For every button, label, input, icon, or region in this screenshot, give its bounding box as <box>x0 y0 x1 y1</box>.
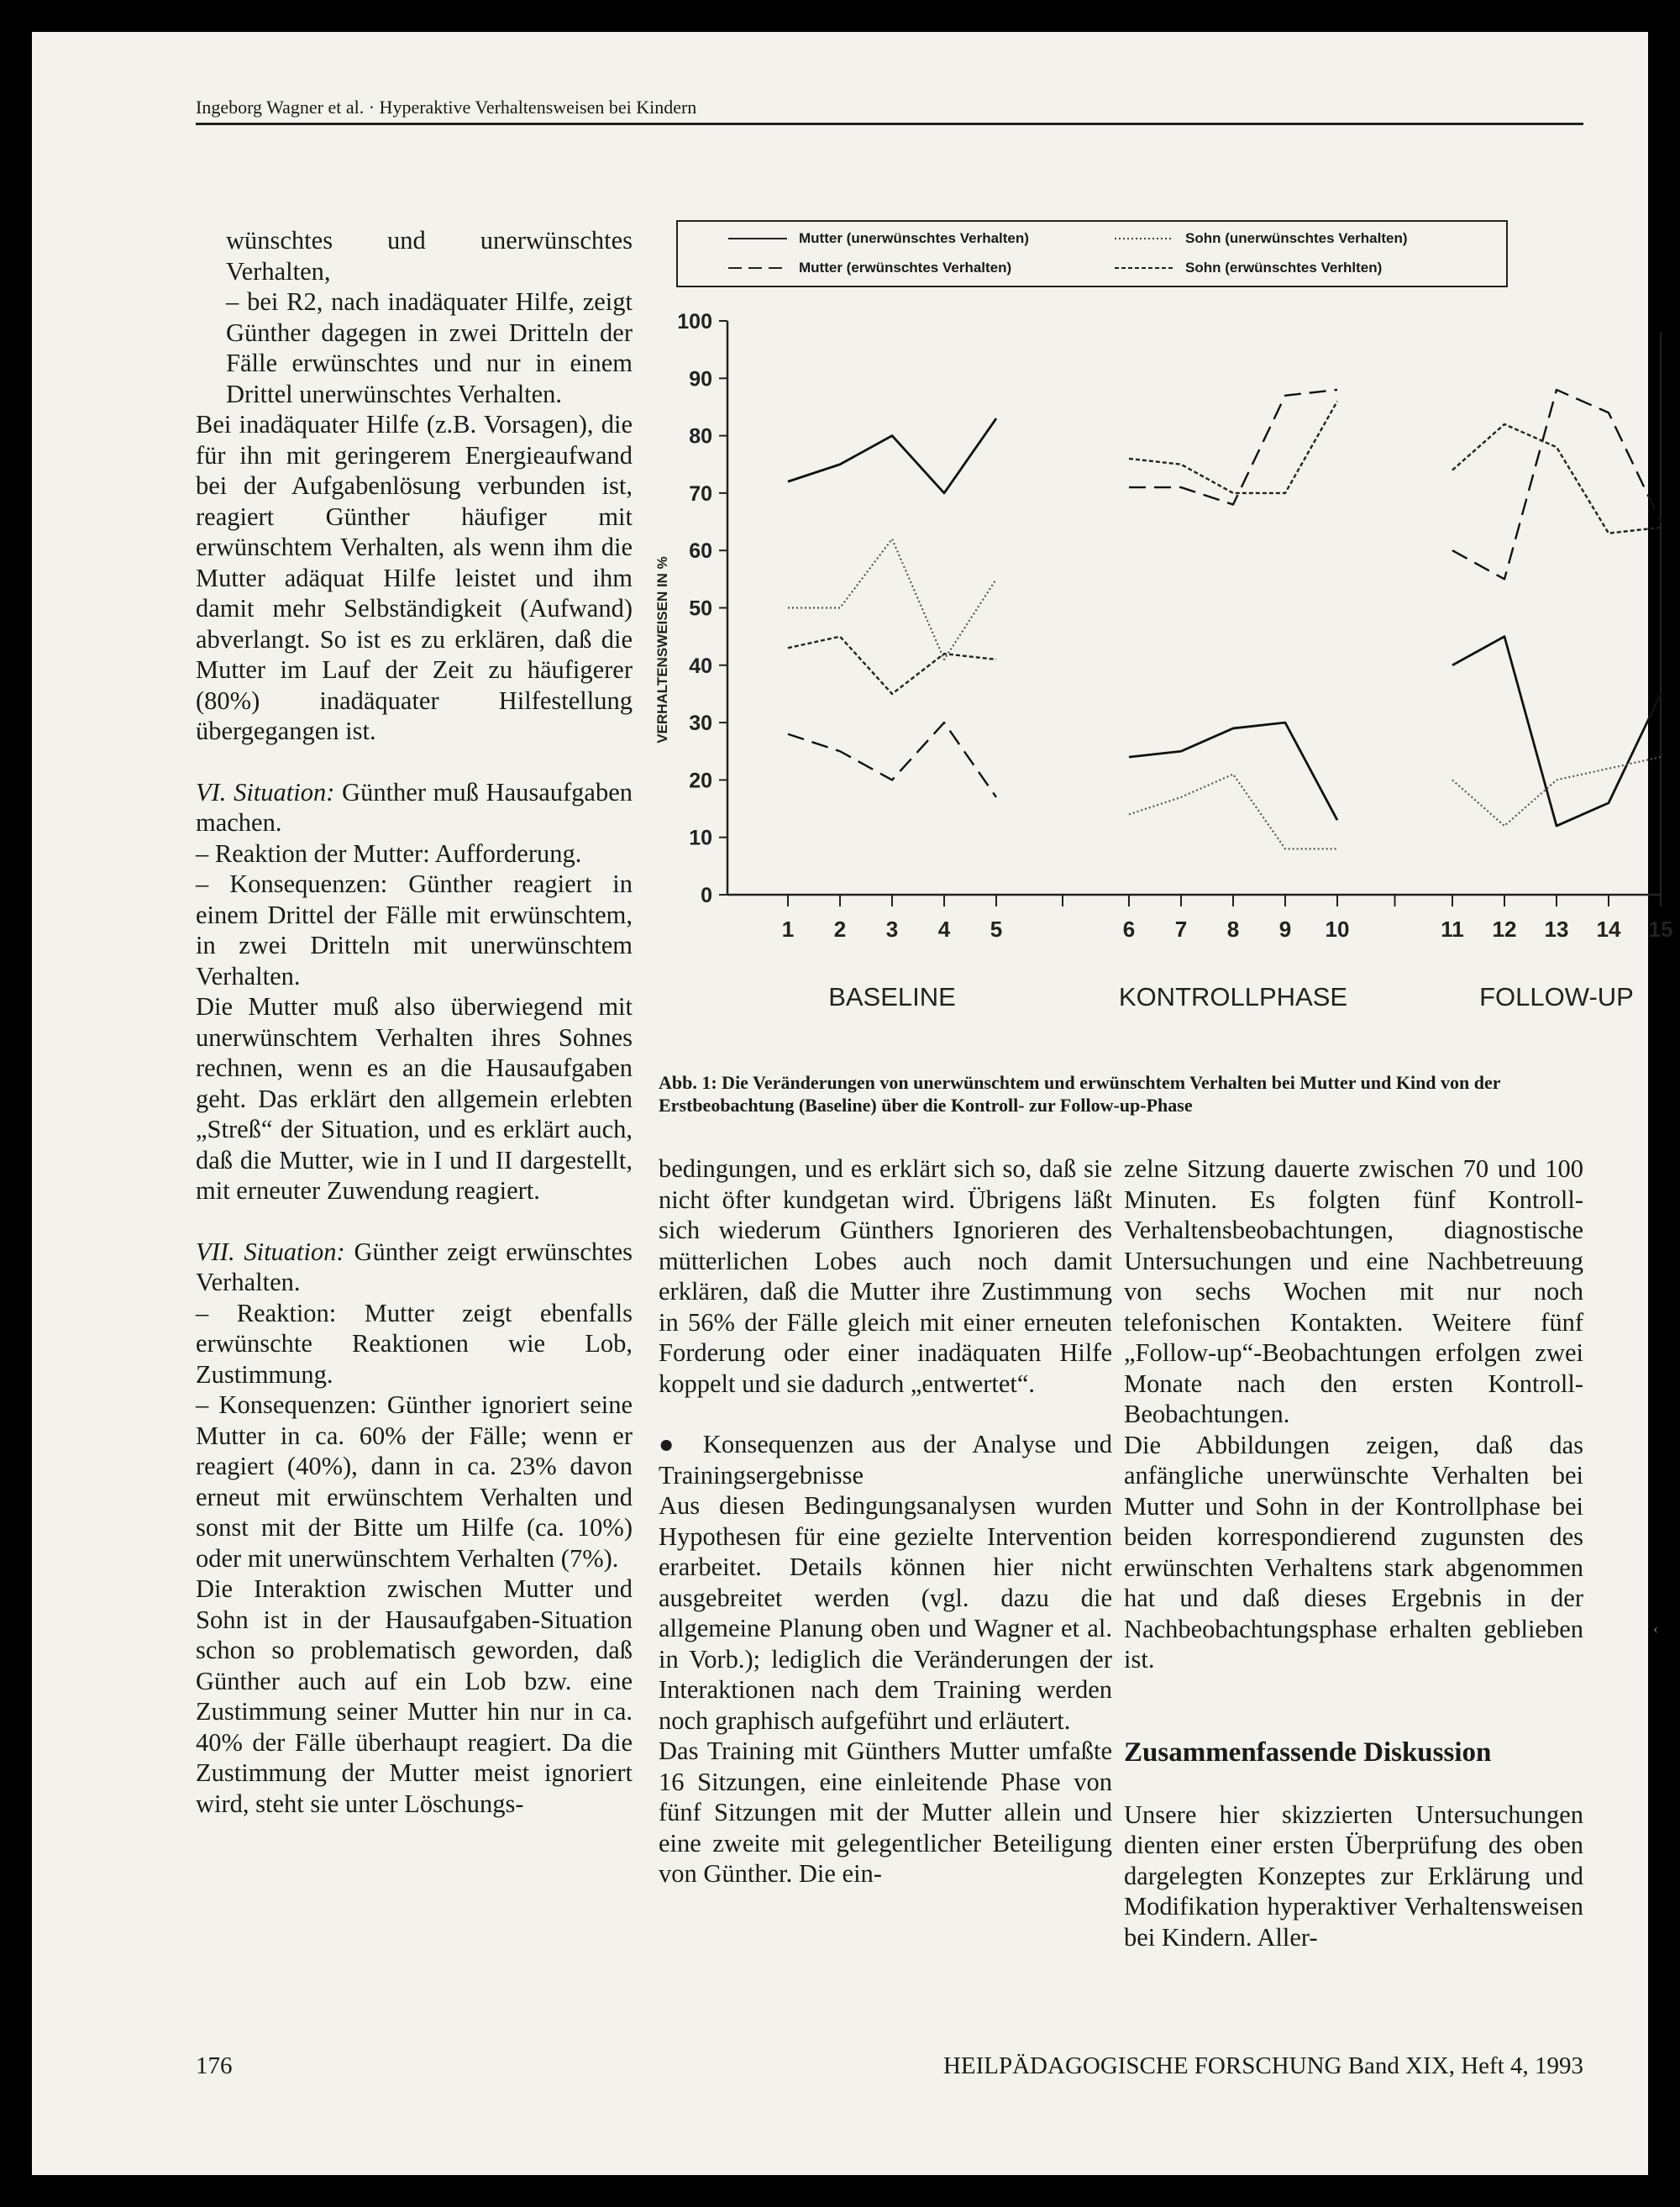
x-tick-label: 5 <box>990 917 1003 942</box>
x-tick-label: 4 <box>937 917 951 942</box>
margin-mark: ‹ <box>1653 1620 1658 1637</box>
section-heading: Zusammenfassende Diskussion <box>1124 1737 1492 1768</box>
situation-text: Günther muß Hausaufgaben machen. <box>196 777 633 837</box>
paragraph: Die Abbildungen zeigen, daß das anfängliche unerwünschte Verhalten bei Mutter und Sohn in der Kontrollphase bei beiden korrespondierend zugunsten des erwünschten Verhaltens stark abgenommen hat und daß dieses Ergebnis in der Nachbeobachtungsphase erhalten geblieben ist. <box>1124 1430 1583 1674</box>
x-tick-label: 1 <box>781 917 795 942</box>
paragraph: Aus diesen Bedingungsanalysen wurden Hypothesen für eine gezielte Intervention erarbeitet. Details können hier nicht ausgebreitet werden (vgl. dazu die allgemeine Planung oben und Wagner et al. in Vorb.); lediglich die Veränderungen der Interaktionen nach dem Training werden noch graphisch aufgeführt und erläutert. <box>659 1491 1112 1735</box>
x-tick-label: 2 <box>833 917 847 942</box>
running-header: Ingeborg Wagner et al. · Hyperaktive Verhaltensweisen bei Kindern <box>196 97 697 118</box>
y-tick-label: 90 <box>689 367 712 391</box>
list-item: – Konsequenzen: Günther ignoriert seine Mutter in ca. 60% der Fälle; wenn er reagiert (40%), dann in ca. 23% davon erneut mit erwünschtem Verhalten und sonst mit der Bitte um Hilfe (ca. 10%) oder mit unerwünschtem Verhalten (7%). <box>196 1390 633 1573</box>
header-rule <box>196 123 1583 125</box>
column-left <box>196 225 633 1819</box>
situation-seven <box>196 1237 633 1298</box>
x-tick-label: 15 <box>1648 917 1673 942</box>
situation-six <box>196 777 633 838</box>
series-line-dashed <box>1129 390 1337 505</box>
paragraph: Das Training mit Günthers Mutter umfaßte 16 Sitzungen, eine einleitende Phase von fünf Sitzungen mit der Mutter allein und eine zweite mit gelegentlicher Beteiligung von Günther. Die ein- <box>659 1737 1112 1888</box>
paragraph: bedingungen, und es erklärt sich so, daß sie nicht öfter kundgetan wird. Übrigens läßt sich wiederum Günthers Ignorieren des mütterlichen Lobes auch noch damit erklären, daß die Mutter ihre Zustimmung in 56% der Fälle gleich mit einer erneuten Forderung oder einer inadäquaten Hilfe koppelt und sie dadurch „entwertet“. <box>659 1154 1112 1398</box>
phase-label: FOLLOW-UP <box>1479 982 1634 1012</box>
series-line-dashed <box>788 723 996 797</box>
x-tick-label: 7 <box>1174 917 1188 942</box>
legend-label: Mutter (erwünschtes Verhalten) <box>799 260 1012 276</box>
paragraph: Unsere hier skizzierten Untersuchungen dienten einer ersten Überprüfung des oben dargelegten Konzeptes zur Erklärung und Modifikation hyperaktiver Verhaltensweisen bei Kindern. Aller- <box>1124 1800 1583 1952</box>
x-tick-label: 8 <box>1226 917 1240 942</box>
paragraph: zelne Sitzung dauerte zwischen 70 und 100 Minuten. Es folgten fünf Kontroll-Verhaltensbeobachtungen, diagnostische Untersuchungen und eine Nachbetreuung von sechs Wochen mit nur noch telefonischen Kontakten. Weitere fünf „Follow-up“-Beobachtungen erfolgen zwei Monate nach den ersten Kontroll-Beobachtungen. <box>1124 1154 1583 1428</box>
figure-caption: Abb. 1: Die Veränderungen von unerwünschtem und erwünschtem Verhalten bei Mutter und Kind von der Erstbeobachtung (Baseline) über die Kontroll- zur Follow-up-Phase <box>659 1072 1501 1116</box>
x-tick-label: 6 <box>1122 917 1136 942</box>
x-tick-label: 11 <box>1441 917 1464 942</box>
paragraph: wünschtes und unerwünschtes Verhalten, <box>226 226 633 286</box>
column-middle <box>659 1153 1112 1889</box>
y-tick-label: 50 <box>689 596 712 621</box>
section-subheading <box>659 1429 1112 1490</box>
situation-text: Günther zeigt erwünschtes Verhalten. <box>196 1237 633 1296</box>
series-line-finedash <box>1129 402 1337 493</box>
y-tick-label: 70 <box>689 481 712 506</box>
series-line-finedash <box>788 637 996 694</box>
legend-label: Sohn (erwünschtes Verhlten) <box>1185 260 1383 276</box>
series-line-dotted <box>1129 775 1337 849</box>
series-line-solid <box>788 418 996 493</box>
x-tick-label: 10 <box>1325 917 1350 942</box>
situation-label: VI. Situation: <box>196 777 335 807</box>
x-tick-label: 12 <box>1492 917 1517 942</box>
y-tick-label: 20 <box>689 769 712 793</box>
x-tick-label: 14 <box>1596 917 1621 942</box>
paragraph: Die Interaktion zwischen Mutter und Sohn ist in der Hausaufgaben-Situation schon so problematisch geworden, daß Günther auch auf ein Lob bzw. eine Zustimmung seiner Mutter hin nur in ca. 40% der Fälle überhaupt reagiert. Da die Zustimmung der Mutter meist ignoriert wird, steht sie unter Löschungs- <box>196 1574 633 1818</box>
y-tick-label: 0 <box>701 884 712 907</box>
line-chart <box>627 214 1673 1021</box>
bullet-icon: ● <box>659 1430 685 1458</box>
column-right <box>1124 1153 1583 1952</box>
page-number: 176 <box>196 2052 233 2079</box>
y-tick-label: 100 <box>677 310 712 334</box>
situation-label: VII. Situation: <box>196 1237 345 1266</box>
list-item: – Reaktion der Mutter: Aufforderung. <box>196 838 582 868</box>
phase-label: KONTROLLPHASE <box>1118 982 1348 1012</box>
journal-info: HEILPÄDAGOGISCHE FORSCHUNG Band XIX, Heft 4, 1993 <box>942 2052 1583 2079</box>
list-item: – Konsequenzen: Günther reagiert in einem Drittel der Fälle mit erwünschtem, in zwei Dritteln mit unerwünschtem Verhalten. <box>196 870 633 991</box>
paragraph: Bei inadäquater Hilfe (z.B. Vorsagen), die für ihn mit geringerem Energieaufwand bei der Aufgabenlösung verbunden ist, reagiert Günther häufiger mit erwünschtem Verhalten, als wenn ihm die Mutter adäquat Hilfe leistet und ihm damit mehr Selbständigkeit (Aufwand) abverlangt. So ist es zu erklären, daß die Mutter im Lauf der Zeit zu häufigerer (80%) inadäquater Hilfestellung übergegangen ist. <box>196 410 633 745</box>
y-tick-label: 10 <box>689 826 712 850</box>
paragraph: Die Mutter muß also überwiegend mit unerwünschtem Verhalten ihres Sohnes rechnen, wenn es an die Hausaufgaben geht. Das erklärt den allgemein erlebten „Streß“ der Situation, und es erklärt auch, daß die Mutter, wie in I und II dargestellt, mit erneuter Zuwendung reagiert. <box>196 992 633 1205</box>
y-axis-label: VERHALTENSWEISEN IN % <box>654 556 670 744</box>
list-item: – Reaktion: Mutter zeigt ebenfalls erwünschte Reaktionen wie Lob, Zustimmung. <box>196 1298 633 1389</box>
y-tick-label: 30 <box>689 712 712 736</box>
legend-label: Sohn (unerwünschtes Verhalten) <box>1185 230 1408 246</box>
y-tick-label: 60 <box>689 539 712 564</box>
series-line-solid <box>1129 723 1337 820</box>
x-tick-label: 9 <box>1278 917 1292 942</box>
y-tick-label: 80 <box>689 424 712 449</box>
series-line-dotted <box>788 539 996 659</box>
list-item: – bei R2, nach inadäquater Hilfe, zeigt Günther dagegen in zwei Dritteln der Fälle erwünschtes und nur in einem Drittel unerwünschtes Verhalten. <box>226 287 633 408</box>
phase-label: BASELINE <box>828 982 956 1012</box>
subheading-text: Konsequenzen aus der Analyse und Trainingsergebnisse <box>659 1430 1112 1490</box>
x-tick-label: 3 <box>885 917 899 942</box>
x-tick-label: 13 <box>1544 917 1569 942</box>
legend-label: Mutter (unerwünschtes Verhalten) <box>799 230 1029 246</box>
y-tick-label: 40 <box>689 654 712 678</box>
